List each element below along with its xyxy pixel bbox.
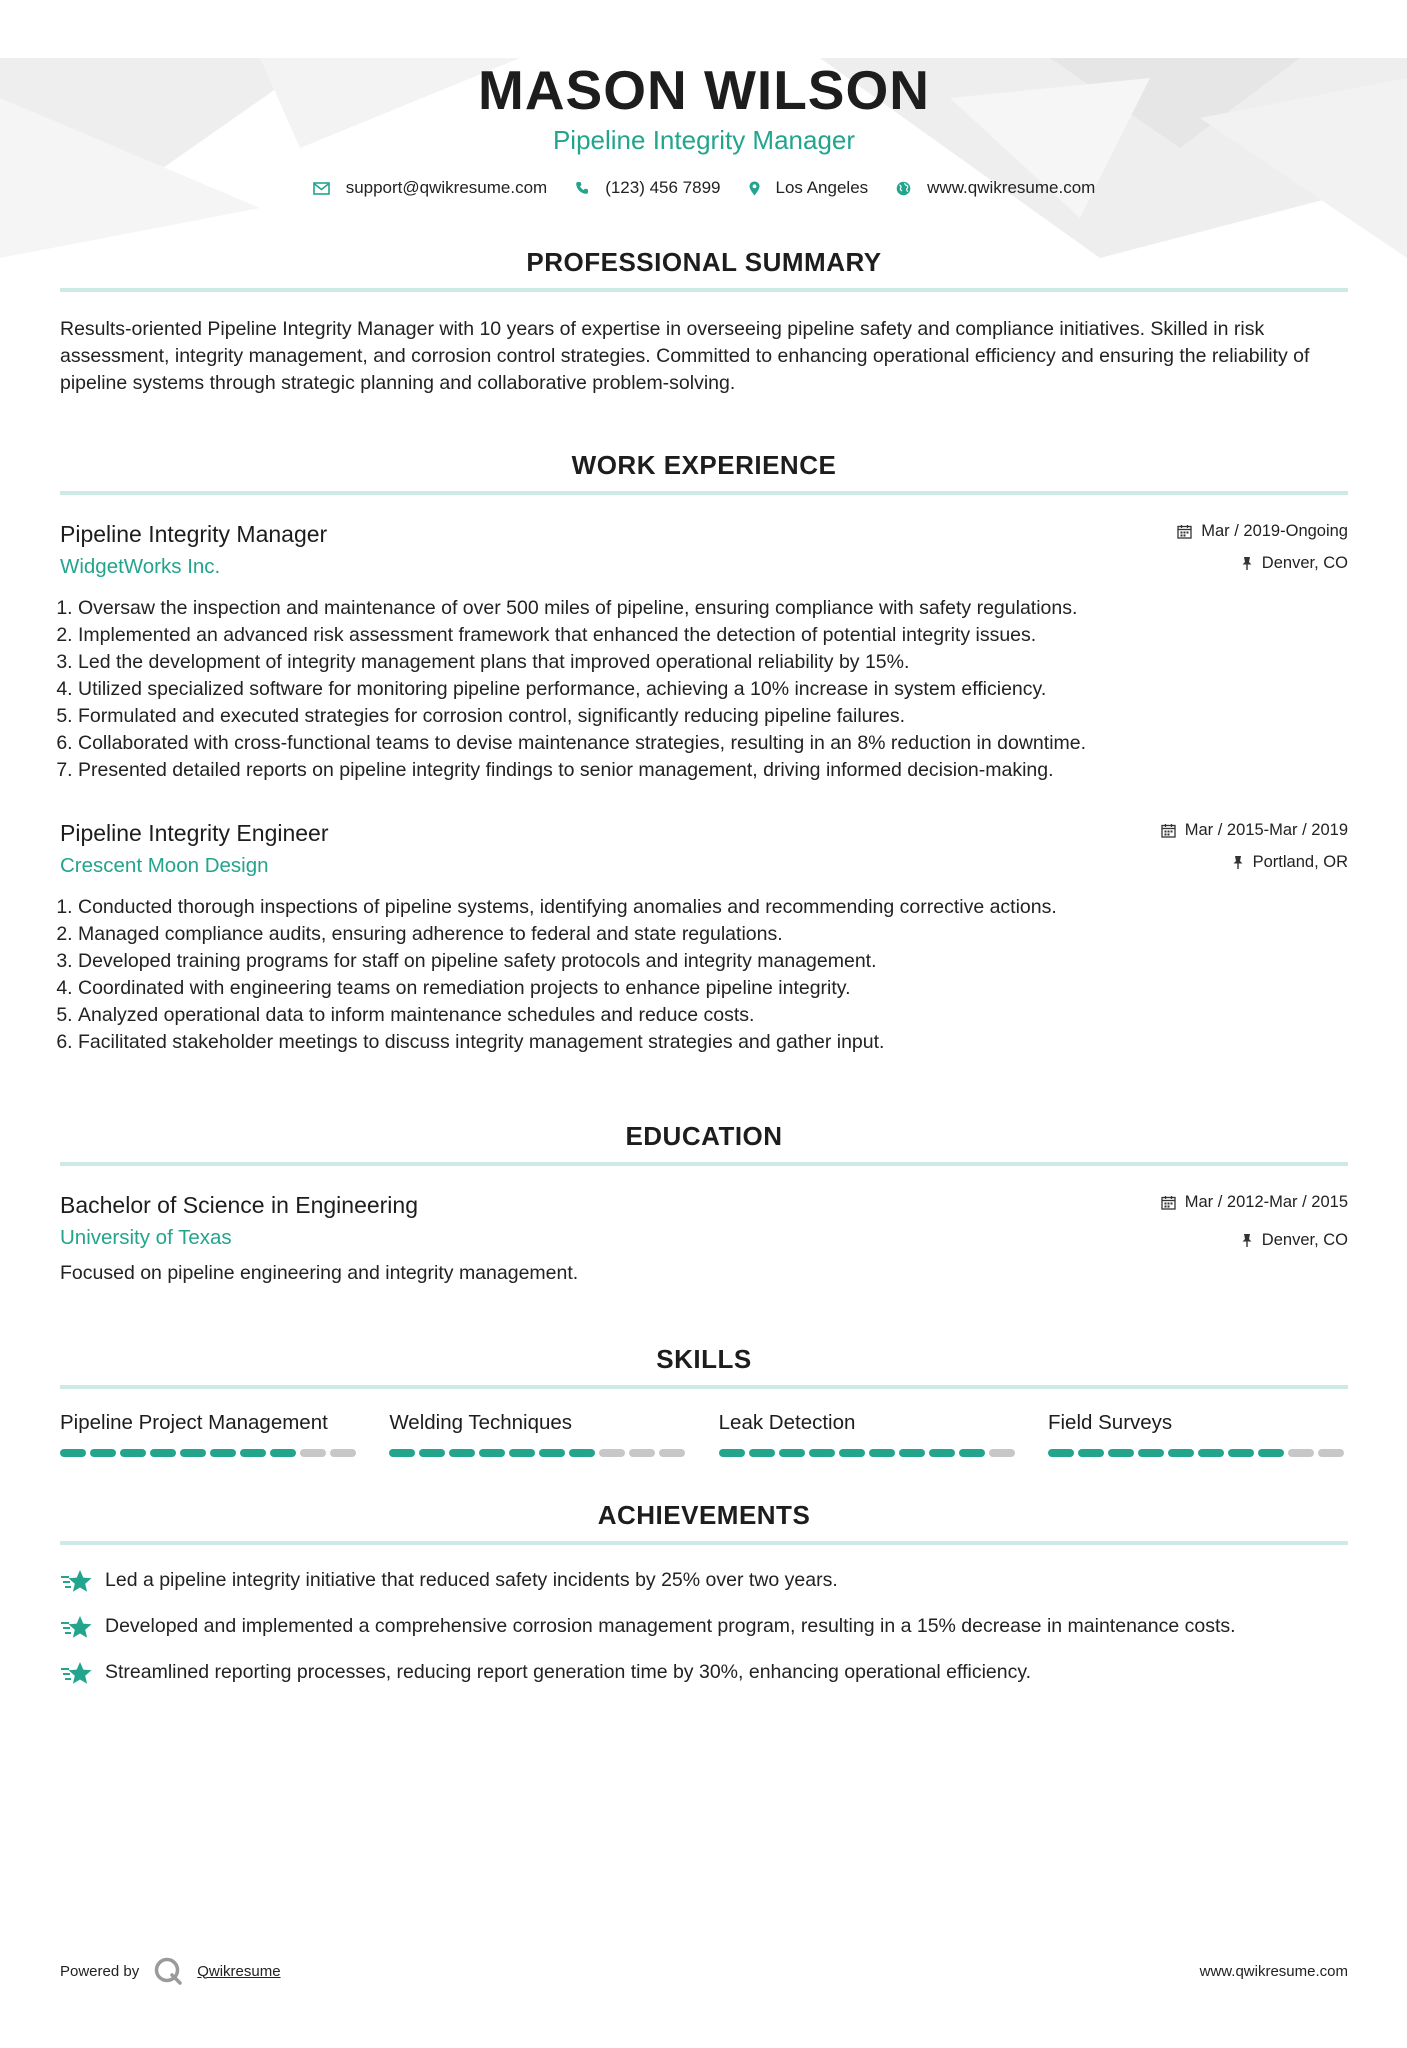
education-description: Focused on pipeline engineering and integrity management.	[60, 1262, 579, 1284]
skill-segment	[1318, 1449, 1344, 1457]
achievement-item	[60, 1659, 1348, 1688]
duty-item: 6. Collaborated with cross-functional teams to devise maintenance strategies, resulting in an 8% reduction in downtime.	[78, 730, 1348, 757]
duty-item: 3. Led the development of integrity management plans that improved operational reliability by 15%.	[78, 649, 1348, 676]
contact-location	[749, 178, 869, 198]
education-header	[60, 1190, 1348, 1252]
skill-segment	[1078, 1449, 1104, 1457]
skill-segment	[929, 1449, 955, 1457]
skill-segment	[389, 1449, 415, 1457]
education-divider	[60, 1162, 1348, 1166]
duty-item: 3. Developed training programs for staff on pipeline safety protocols and integrity management.	[78, 948, 1348, 975]
duty-item: 6. Facilitated stakeholder meetings to discuss integrity management strategies and gather input.	[78, 1029, 1348, 1056]
skill-segment	[899, 1449, 925, 1457]
education-heading: EDUCATION	[625, 1121, 783, 1151]
job-company: WidgetWorks Inc.	[60, 555, 221, 578]
qwikresume-logo-icon	[153, 1956, 183, 1986]
skill-segment	[1288, 1449, 1314, 1457]
skill-rating-bar	[60, 1449, 360, 1457]
job-duties	[60, 894, 1348, 1056]
skill-segment	[180, 1449, 206, 1457]
achievements-heading: ACHIEVEMENTS	[597, 1500, 811, 1530]
job-duties	[60, 595, 1348, 784]
duty-item: 5. Analyzed operational data to inform maintenance schedules and reduce costs.	[78, 1002, 1348, 1029]
skill-name: Field Surveys	[1047, 1411, 1173, 1434]
skill-rating-bar	[389, 1449, 689, 1457]
job-entry	[60, 818, 1348, 1056]
job-dates-text: Mar / 2015-Mar / 2019	[1184, 820, 1348, 839]
resume-page	[60, 58, 1348, 1688]
experience-heading: WORK EXPERIENCE	[571, 450, 837, 480]
summary-section	[60, 246, 1348, 397]
skill-rating-bar	[1048, 1449, 1348, 1457]
skill-segment	[509, 1449, 535, 1457]
education-dates-text: Mar / 2012-Mar / 2015	[1184, 1192, 1348, 1211]
job-location-text: Portland, OR	[1252, 852, 1348, 871]
qwikresume-link[interactable]: Qwikresume	[197, 1962, 281, 1980]
calendar-icon	[1161, 1195, 1176, 1210]
achievement-item	[60, 1567, 1348, 1596]
education-meta	[1161, 1190, 1348, 1252]
skill-segment	[210, 1449, 236, 1457]
achievements-divider	[60, 1541, 1348, 1545]
experience-divider	[60, 491, 1348, 495]
job-header	[60, 818, 1348, 880]
job-location	[1177, 551, 1348, 575]
summary-text: Results-oriented Pipeline Integrity Manager with 10 years of expertise in overseeing pipeline safety and compliance initiatives. Skilled in risk assessment, integrity management, and corrosion control strategies. Committed to enhancing operational efficiency and ensuring the reliability of pipeline systems through strategic planning and collaborative problem-solving.	[60, 318, 1310, 394]
duty-item: 1. Conducted thorough inspections of pipeline systems, identifying anomalies and recommending corrective actions.	[78, 894, 1348, 921]
skill-segment	[839, 1449, 865, 1457]
skill-name: Leak Detection	[718, 1411, 856, 1434]
job-location	[1161, 850, 1348, 874]
summary-heading: PROFESSIONAL SUMMARY	[526, 247, 882, 277]
skill-segment	[270, 1449, 296, 1457]
skill-segment	[479, 1449, 505, 1457]
skill-segment	[240, 1449, 266, 1457]
job-dates	[1177, 519, 1348, 543]
candidate-name: MASON WILSON	[478, 59, 930, 121]
education-dates	[1161, 1190, 1348, 1214]
contact-phone-text: (123) 456 7899	[605, 178, 721, 197]
contact-email[interactable]	[313, 178, 548, 198]
footer-branding	[60, 1956, 281, 1986]
skill-segment	[1258, 1449, 1284, 1457]
skills-divider	[60, 1385, 1348, 1389]
job-location-text: Denver, CO	[1261, 553, 1348, 572]
achievement-text: Led a pipeline integrity initiative that reduced safety incidents by 25% over two years.	[105, 1569, 838, 1591]
skill-segment	[90, 1449, 116, 1457]
skill-segment	[120, 1449, 146, 1457]
skill-segment	[449, 1449, 475, 1457]
job-company: Crescent Moon Design	[60, 854, 269, 877]
job-title: Pipeline Integrity Engineer	[60, 820, 329, 846]
contact-email-text: support@qwikresume.com	[345, 178, 548, 197]
skill-segment	[629, 1449, 655, 1457]
skill-segment	[539, 1449, 565, 1457]
star-badge-icon	[60, 1568, 94, 1596]
skill-item	[60, 1409, 360, 1457]
skills-heading: SKILLS	[656, 1344, 752, 1374]
map-pin-icon	[749, 181, 760, 196]
candidate-title: Pipeline Integrity Manager	[552, 125, 856, 155]
duty-item: 4. Coordinated with engineering teams on remediation projects to enhance pipeline integrity.	[78, 975, 1348, 1002]
skill-segment	[959, 1449, 985, 1457]
skill-segment	[60, 1449, 86, 1457]
job-title: Pipeline Integrity Manager	[60, 521, 328, 547]
skill-segment	[719, 1449, 745, 1457]
skill-segment	[1228, 1449, 1254, 1457]
contact-website[interactable]	[896, 178, 1095, 198]
job-meta	[1177, 519, 1348, 575]
page-footer	[60, 1956, 1348, 1986]
achievements-section	[60, 1499, 1348, 1688]
phone-icon	[575, 181, 589, 195]
calendar-icon	[1161, 823, 1176, 838]
achievement-item	[60, 1613, 1348, 1642]
skill-segment	[150, 1449, 176, 1457]
job-header	[60, 519, 1348, 581]
skill-segment	[419, 1449, 445, 1457]
education-degree: Bachelor of Science in Engineering	[60, 1192, 419, 1218]
duty-item: 2. Implemented an advanced risk assessment framework that enhanced the detection of potential integrity issues.	[78, 622, 1348, 649]
skill-segment	[749, 1449, 775, 1457]
skill-segment	[989, 1449, 1015, 1457]
duty-item: 5. Formulated and executed strategies for corrosion control, significantly reducing pipeline failures.	[78, 703, 1348, 730]
envelope-icon	[313, 182, 330, 195]
star-badge-icon	[60, 1614, 94, 1642]
pushpin-icon	[1241, 556, 1253, 571]
calendar-icon	[1177, 524, 1192, 539]
duty-item: 1. Oversaw the inspection and maintenance of over 500 miles of pipeline, ensuring compliance with safety regulations.	[78, 595, 1348, 622]
job-dates-text: Mar / 2019-Ongoing	[1201, 521, 1348, 540]
skill-segment	[869, 1449, 895, 1457]
footer-website[interactable]: www.qwikresume.com	[1199, 1962, 1348, 1980]
achievement-text: Developed and implemented a comprehensive corrosion management program, resulting in a 15% decrease in maintenance costs.	[105, 1615, 1236, 1637]
skill-segment	[1048, 1449, 1074, 1457]
contact-bar	[60, 178, 1348, 198]
skill-segment	[300, 1449, 326, 1457]
job-meta	[1161, 818, 1348, 874]
education-entry	[60, 1190, 1348, 1287]
skill-segment	[1198, 1449, 1224, 1457]
duty-item: 7. Presented detailed reports on pipeline integrity findings to senior management, driving informed decision-making.	[78, 757, 1348, 784]
education-section	[60, 1120, 1348, 1287]
skill-item	[389, 1409, 689, 1457]
summary-divider	[60, 288, 1348, 292]
achievement-text: Streamlined reporting processes, reducing report generation time by 30%, enhancing operational efficiency.	[105, 1661, 1032, 1683]
skill-name: Welding Techniques	[389, 1411, 573, 1434]
skill-segment	[569, 1449, 595, 1457]
contact-location-text: Los Angeles	[775, 178, 869, 197]
job-entry	[60, 519, 1348, 784]
contact-website-text: www.qwikresume.com	[927, 178, 1096, 197]
education-location-text: Denver, CO	[1261, 1230, 1348, 1249]
education-location	[1161, 1228, 1348, 1252]
skill-segment	[1168, 1449, 1194, 1457]
skills-list	[60, 1409, 1348, 1457]
skill-item	[719, 1409, 1019, 1457]
skill-segment	[599, 1449, 625, 1457]
skill-segment	[1108, 1449, 1134, 1457]
skill-segment	[330, 1449, 356, 1457]
star-badge-icon	[60, 1660, 94, 1688]
skill-item	[1048, 1409, 1348, 1457]
education-school: University of Texas	[60, 1226, 232, 1249]
pushpin-icon	[1232, 855, 1244, 870]
skill-segment	[779, 1449, 805, 1457]
duty-item: 4. Utilized specialized software for monitoring pipeline performance, achieving a 10% increase in system efficiency.	[78, 676, 1348, 703]
powered-by-label: Powered by	[60, 1962, 140, 1980]
job-dates	[1161, 818, 1348, 842]
skill-segment	[809, 1449, 835, 1457]
pushpin-icon	[1241, 1233, 1253, 1248]
skill-segment	[659, 1449, 685, 1457]
skill-rating-bar	[719, 1449, 1019, 1457]
duty-item: 2. Managed compliance audits, ensuring adherence to federal and state regulations.	[78, 921, 1348, 948]
experience-section	[60, 449, 1348, 1056]
skill-name: Pipeline Project Management	[60, 1411, 328, 1434]
globe-icon	[896, 181, 911, 196]
skill-segment	[1138, 1449, 1164, 1457]
contact-phone[interactable]	[575, 178, 720, 198]
skills-section	[60, 1343, 1348, 1457]
